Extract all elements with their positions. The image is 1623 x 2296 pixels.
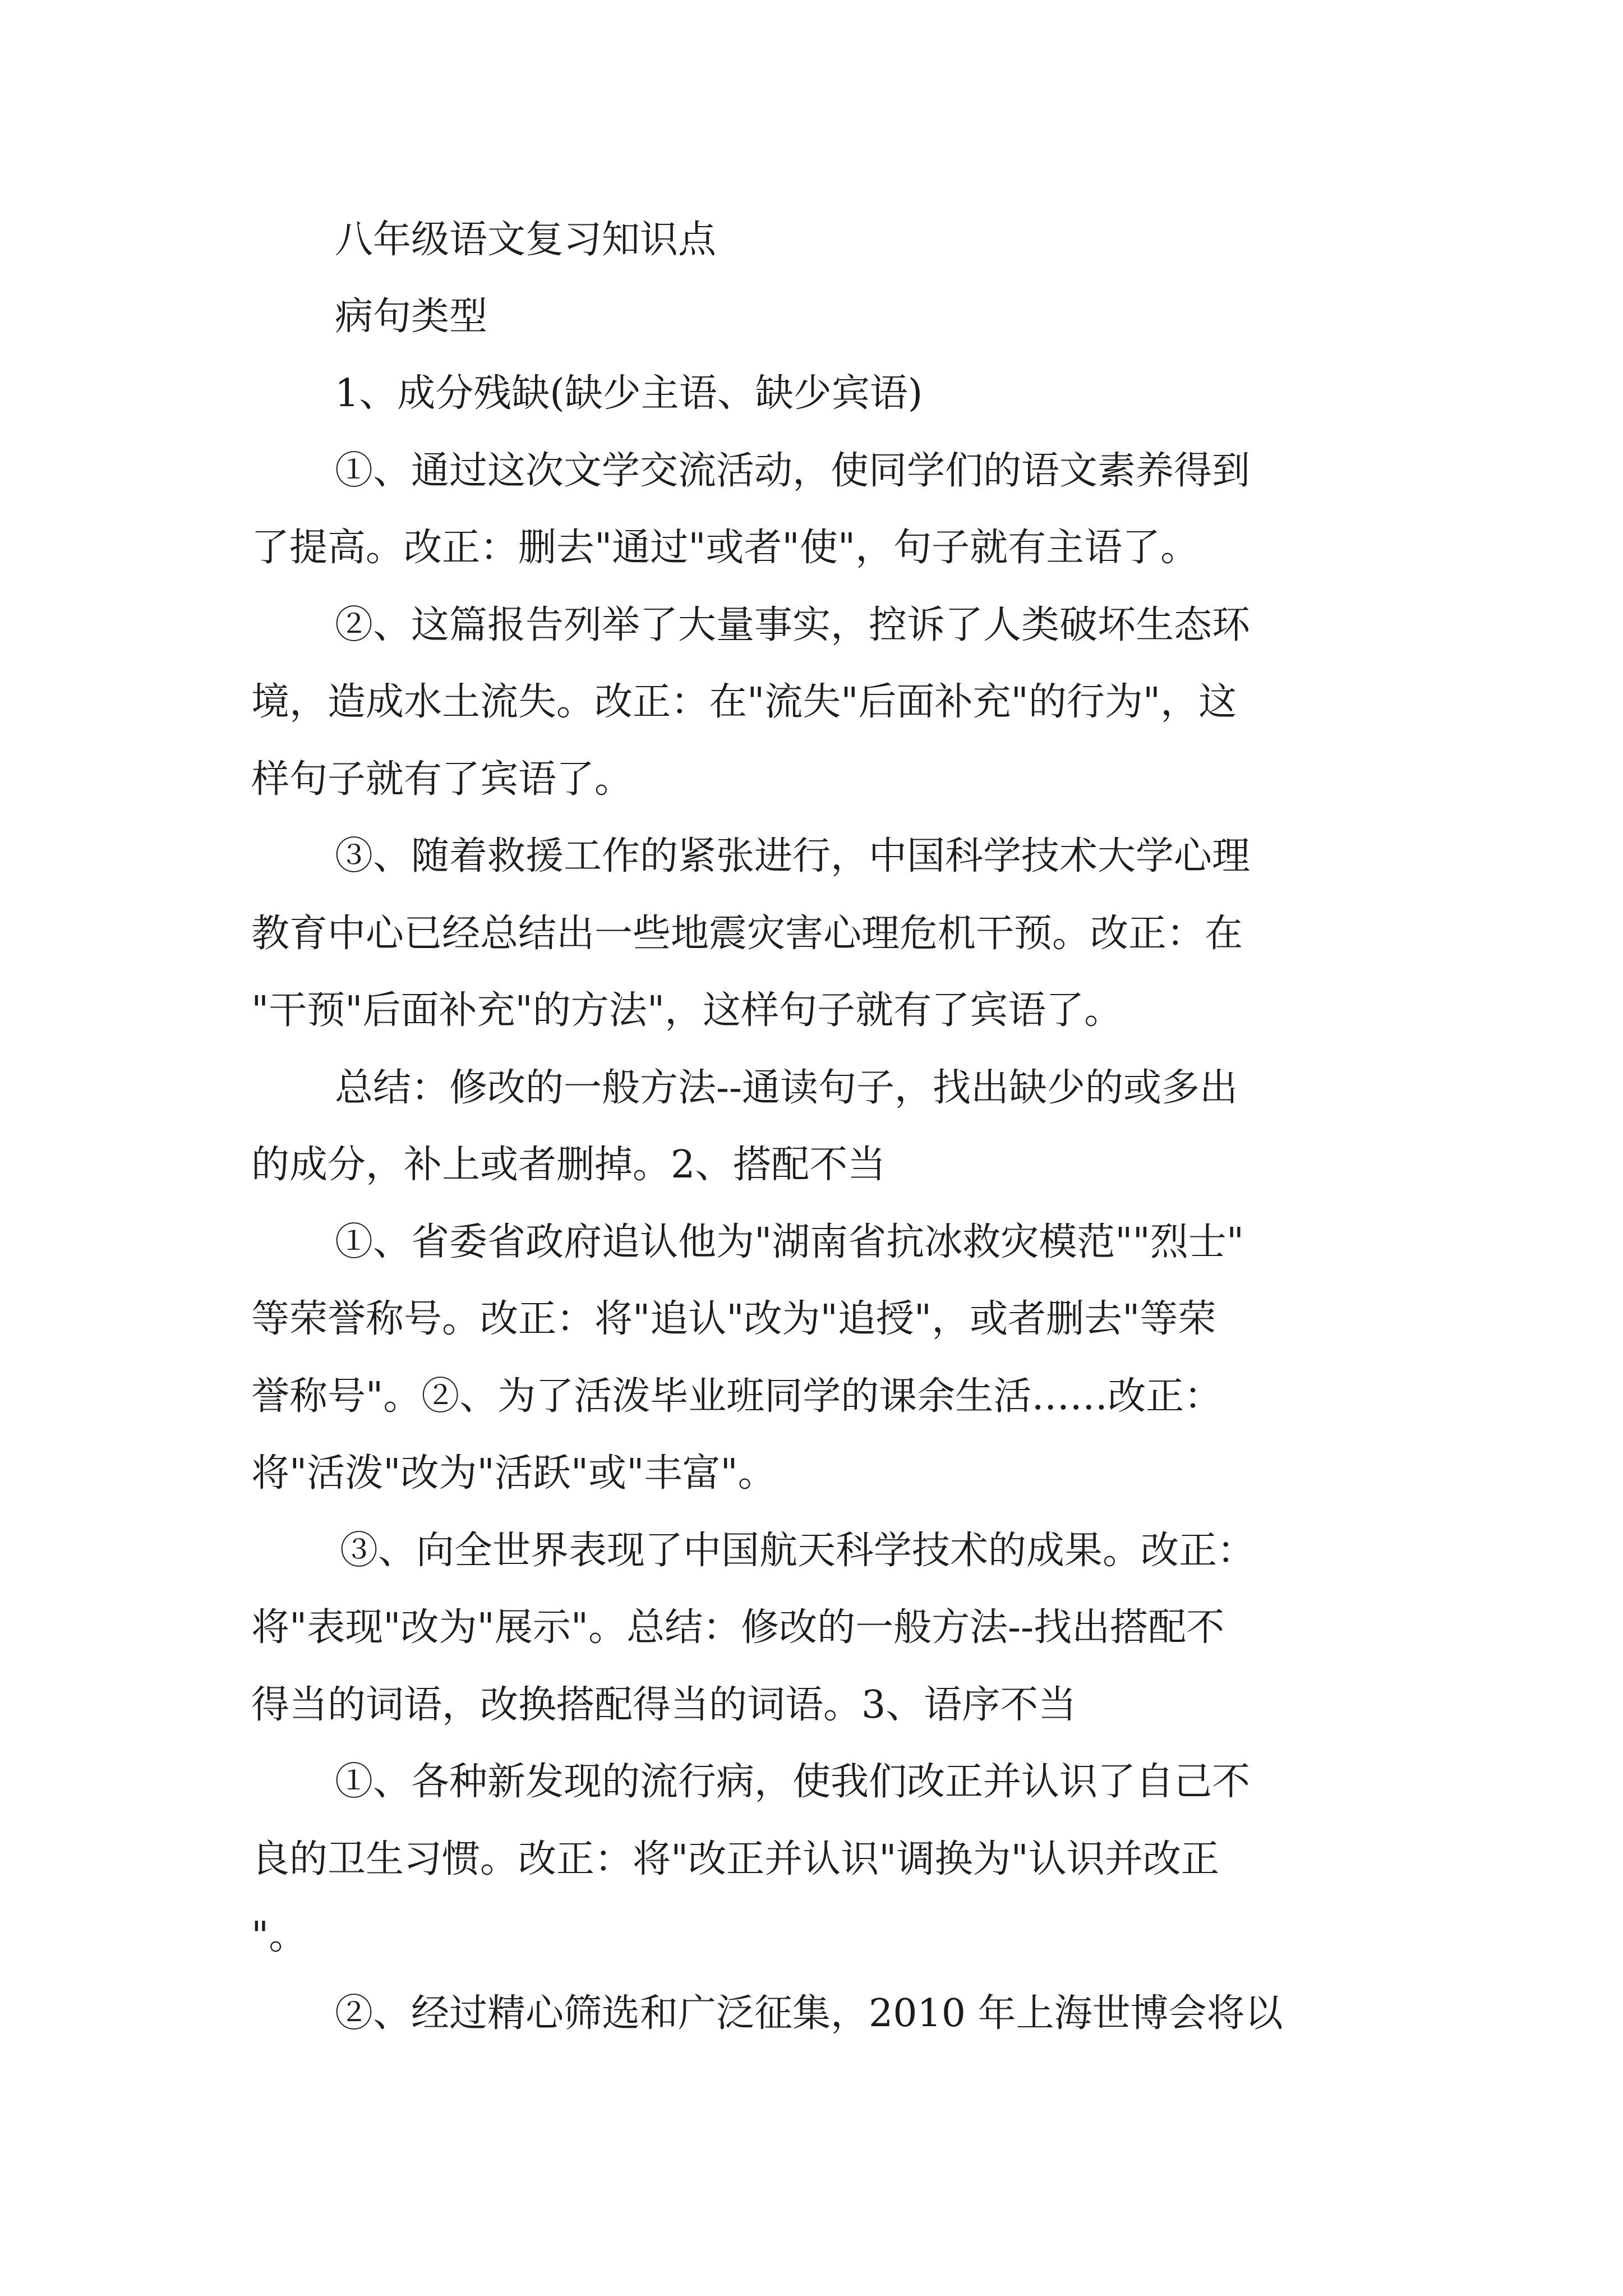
paragraph-line: 境，造成水土流失。改正：在"流失"后面补充"的行为"，这 <box>251 680 1237 724</box>
document-title: 八年级语文复习知识点 <box>335 218 717 262</box>
paragraph-line: ②、这篇报告列举了大量事实，控诉了人类破坏生态环 <box>335 603 1251 647</box>
paragraph-line: 了提高。改正：删去"通过"或者"使"，句子就有主语了。 <box>251 526 1199 570</box>
paragraph-line: 得当的词语，改换搭配得当的词语。3、语序不当 <box>251 1683 1077 1727</box>
paragraph-line: 将"表现"改为"展示"。总结：修改的一般方法--找出搭配不 <box>251 1605 1225 1650</box>
subsection-heading: 1、成分残缺(缺少主语、缺少宾语) <box>335 371 923 416</box>
paragraph-line: 誉称号"。②、为了活泼毕业班同学的课余生活……改正： <box>251 1374 1223 1419</box>
paragraph-line: 教育中心已经总结出一些地震灾害心理危机干预。改正：在 <box>251 912 1243 956</box>
paragraph-line: ①、通过这次文学交流活动，使同学们的语文素养得到 <box>335 449 1251 493</box>
paragraph-line: 样句子就有了宾语了。 <box>251 757 633 802</box>
paragraph-line: ③、向全世界表现了中国航天科学技术的成果。改正： <box>340 1529 1256 1573</box>
paragraph-line: ③、随着救援工作的紧张进行，中国科学技术大学心理 <box>335 834 1251 878</box>
paragraph-line: "干预"后面补充"的方法"，这样句子就有了宾语了。 <box>251 988 1123 1033</box>
paragraph-line: 的成分，补上或者删掉。2、搭配不当 <box>251 1143 886 1187</box>
paragraph-line: 将"活泼"改为"活跃"或"丰富"。 <box>251 1451 776 1496</box>
paragraph-line: ①、各种新发现的流行病，使我们改正并认识了自己不 <box>335 1760 1251 1804</box>
paragraph-line: "。 <box>251 1914 307 1958</box>
paragraph-line: 良的卫生习惯。改正：将"改正并认识"调换为"认识并改正 <box>251 1837 1219 1881</box>
paragraph-line: ①、省委省政府追认他为"湖南省抗冰救灾模范""烈士" <box>335 1220 1244 1264</box>
paragraph-line: 等荣誉称号。改正：将"追认"改为"追授"，或者删去"等荣 <box>251 1297 1216 1341</box>
paragraph-line: ②、经过精心筛选和广泛征集，2010 年上海世博会将以 <box>335 1991 1283 2036</box>
section-heading: 病句类型 <box>335 295 488 339</box>
paragraph-line: 总结：修改的一般方法--通读句子，找出缺少的或多出 <box>335 1066 1238 1110</box>
